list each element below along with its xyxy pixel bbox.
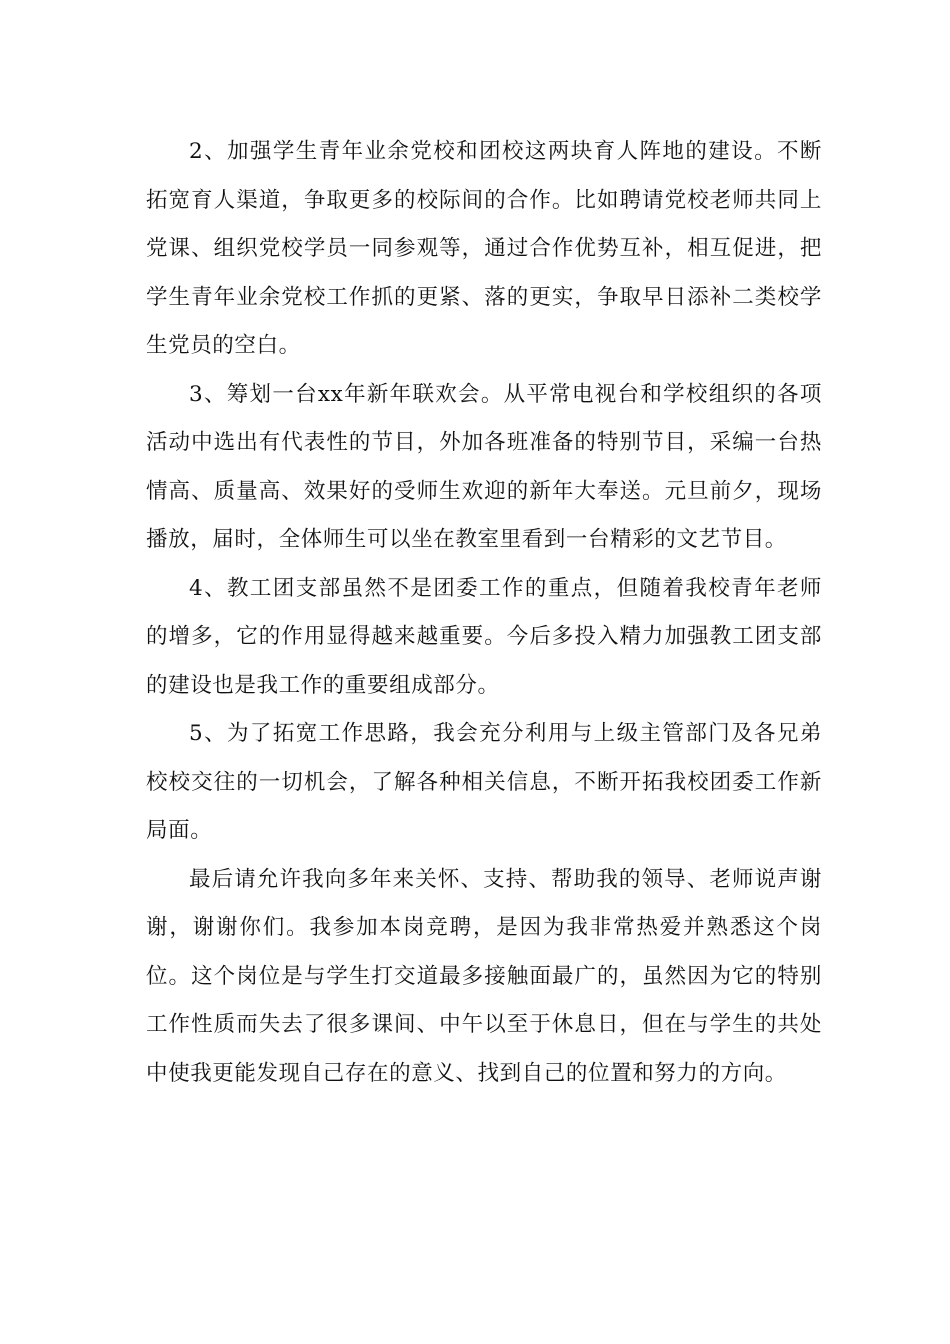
document-body	[146, 128, 822, 1098]
paragraph-item-4: 4、教工团支部虽然不是团委工作的重点，但随着我校青年老师的增多，它的作用显得越来越重要。今后多投入精力加强教工团支部的建设也是我工作的重要组成部分。	[146, 575, 822, 698]
closing-paragraph: 最后请允许我向多年来关怀、支持、帮助我的领导、老师说声谢谢，谢谢你们。我参加本岗竞聘，是因为我非常热爱并熟悉这个岗位。这个岗位是与学生打交道最多接触面最广的，虽然因为它的特别工作性质而失去了很多课间、中午以至于休息日，但在与学生的共处中使我更能发现自己存在的意义、找到自己的位置和努力的方向。	[146, 866, 822, 1086]
paragraph-item-3: 3、筹划一台xx年新年联欢会。从平常电视台和学校组织的各项活动中选出有代表性的节目，外加各班准备的特别节目，采编一台热情高、质量高、效果好的受师生欢迎的新年大奉送。元旦前夕，现场播放，届时，全体师生可以坐在教室里看到一台精彩的文艺节目。	[146, 381, 822, 552]
paragraph-item-5: 5、为了拓宽工作思路，我会充分利用与上级主管部门及各兄弟校校交往的一切机会，了解各种相关信息，不断开拓我校团委工作新局面。	[146, 721, 822, 843]
paragraph-item-2: 2、加强学生青年业余党校和团校这两块育人阵地的建设。不断拓宽育人渠道，争取更多的校际间的合作。比如聘请党校老师共同上党课、组织党校学员一同参观等，通过合作优势互补，相互促进，把学生青年业余党校工作抓的更紧、落的更实，争取早日添补二类校学生党员的空白。	[146, 139, 822, 358]
